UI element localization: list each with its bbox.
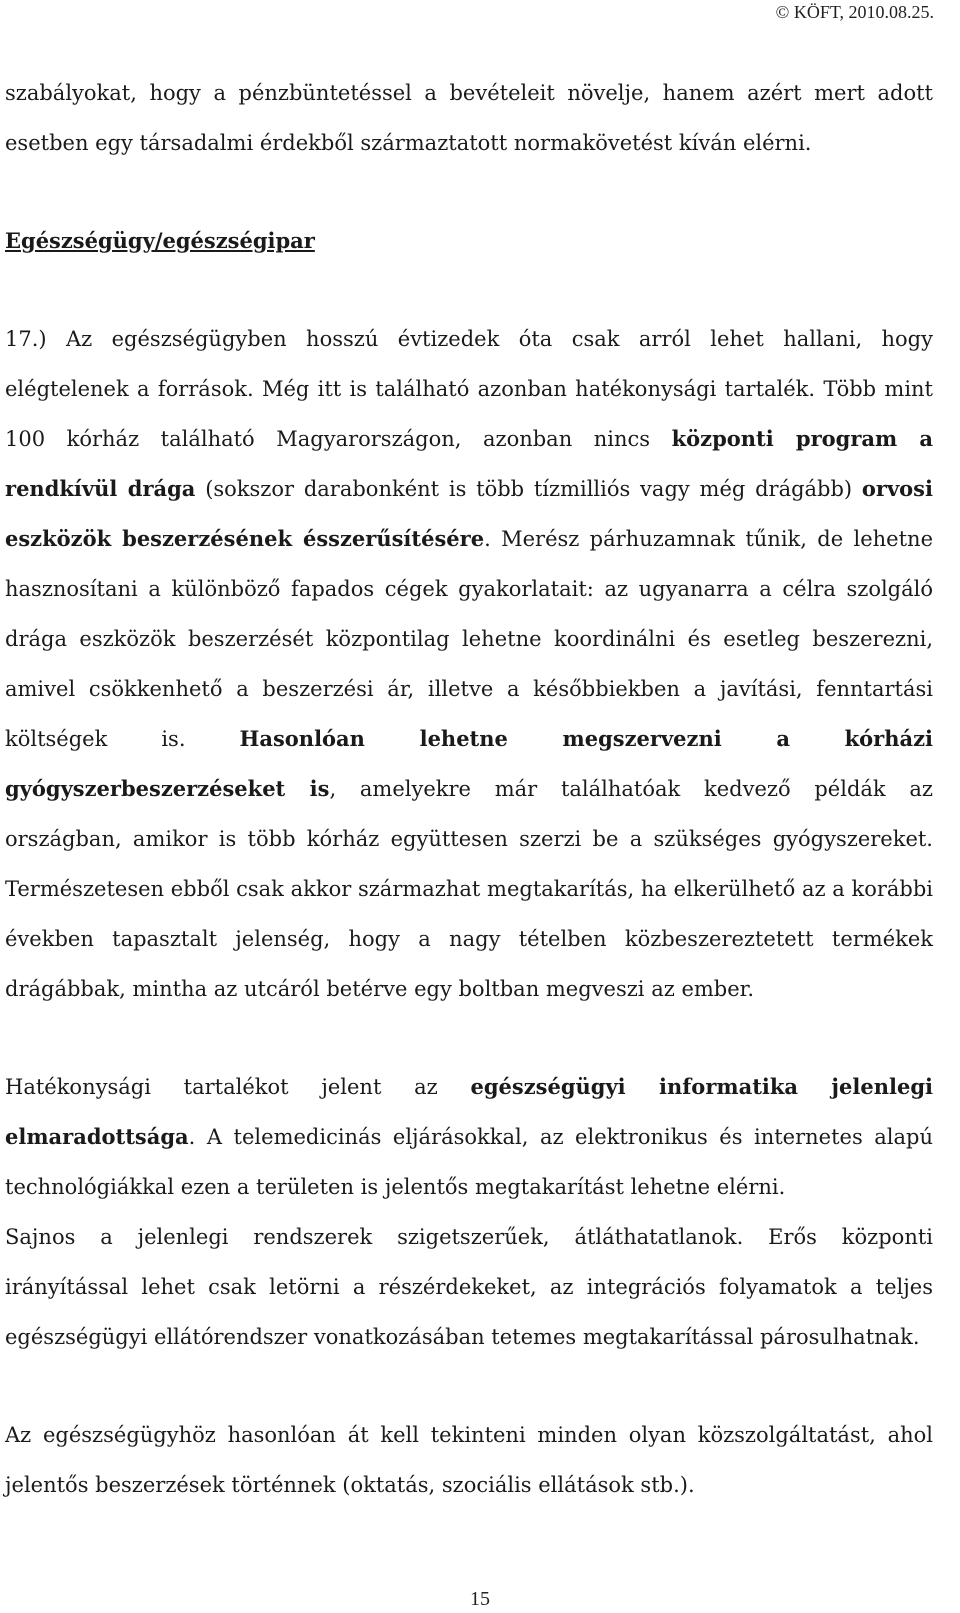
text-run: . Merész párhuzamnak tűnik, de lehetne hasznosítani a különböző fapados cégek gyakorlatait: az ugyanarra a célra szolgáló drága eszközök beszerzését központilag lehetne koordinálni és esetleg beszerezni, amivel csökkenhető a beszerzési ár, illetve a későbbiekben a javítási, fenntartási költségek is. bbox=[5, 527, 933, 751]
text-run: 17.) Az egészségügyben hosszú évtizedek óta csak arról lehet hallani, hogy elégtelenek a források. Még itt is található azonban hatékonysági tartalék. Több mint 100 kórház található Magyarországon, azonban nincs bbox=[5, 327, 933, 451]
spacer bbox=[5, 1362, 933, 1410]
section-heading bbox=[5, 216, 933, 266]
text-run: (sokszor darabonként is több tízmilliós vagy még drágább) bbox=[195, 477, 862, 501]
paragraph-informatics bbox=[5, 1062, 933, 1212]
spacer bbox=[5, 1014, 933, 1062]
text-run: . A telemedicinás eljárásokkal, az elektronikus és internetes alapú technológiákkal ezen a területen is jelentős megtakarítást lehetne elérni. bbox=[5, 1125, 933, 1199]
bold-run: Hasonlóan lehetne megszervezni a kórházi gyógyszerbeszerzéseket is bbox=[5, 726, 934, 801]
paragraph-continuation: szabályokat, hogy a pénzbüntetéssel a bevételeit növelje, hanem azért mert adott esetben egy társadalmi érdekből származtatott normakövetést kíván elérni. bbox=[5, 81, 933, 155]
bold-run: orvosi eszközök beszerzésének ésszerűsítésére bbox=[5, 476, 933, 551]
page-header: © KÖFT, 2010.08.25. bbox=[775, 2, 934, 22]
spacer bbox=[5, 266, 933, 314]
paragraph-healthcare bbox=[5, 314, 933, 1014]
document-body bbox=[5, 68, 933, 1510]
text-run: , amelyekre már találhatóak kedvező példák az országban, amikor is több kórház együttesen szerzi be a szükséges gyógyszereket. Természetesen ebből csak akkor származhat megtakarítás, ha elkerülhető az a korábbi években tapasztalt jelenség, hogy a nagy tételben közbeszereztetett termékek drágábbak, mintha az utcáról betérve egy boltban megveszi az ember. bbox=[5, 777, 933, 1001]
spacer bbox=[5, 168, 933, 216]
text-run: Hatékonysági tartalékot jelent az bbox=[5, 1075, 471, 1099]
section-title: Egészségügy/egészségipar bbox=[5, 228, 315, 253]
paragraph-systems: Sajnos a jelenlegi rendszerek szigetszerűek, átláthatatlanok. Erős központi irányítással lehet csak letörni a részérdekeket, az integrációs folyamatok a teljes egészségügyi ellátórendszer vonatkozásában tetemes megtakarítással párosulhatnak. bbox=[5, 1225, 933, 1349]
paragraph-public-services: Az egészségügyhöz hasonlóan át kell tekinteni minden olyan közszolgáltatást, ahol jelentős beszerzések történnek (oktatás, szociális ellátások stb.). bbox=[5, 1423, 933, 1497]
bold-run: egészségügyi informatika jelenlegi elmaradottsága bbox=[5, 1074, 933, 1149]
page-number: 15 bbox=[470, 1588, 490, 1610]
bold-run: központi program a rendkívül drága bbox=[5, 426, 933, 501]
